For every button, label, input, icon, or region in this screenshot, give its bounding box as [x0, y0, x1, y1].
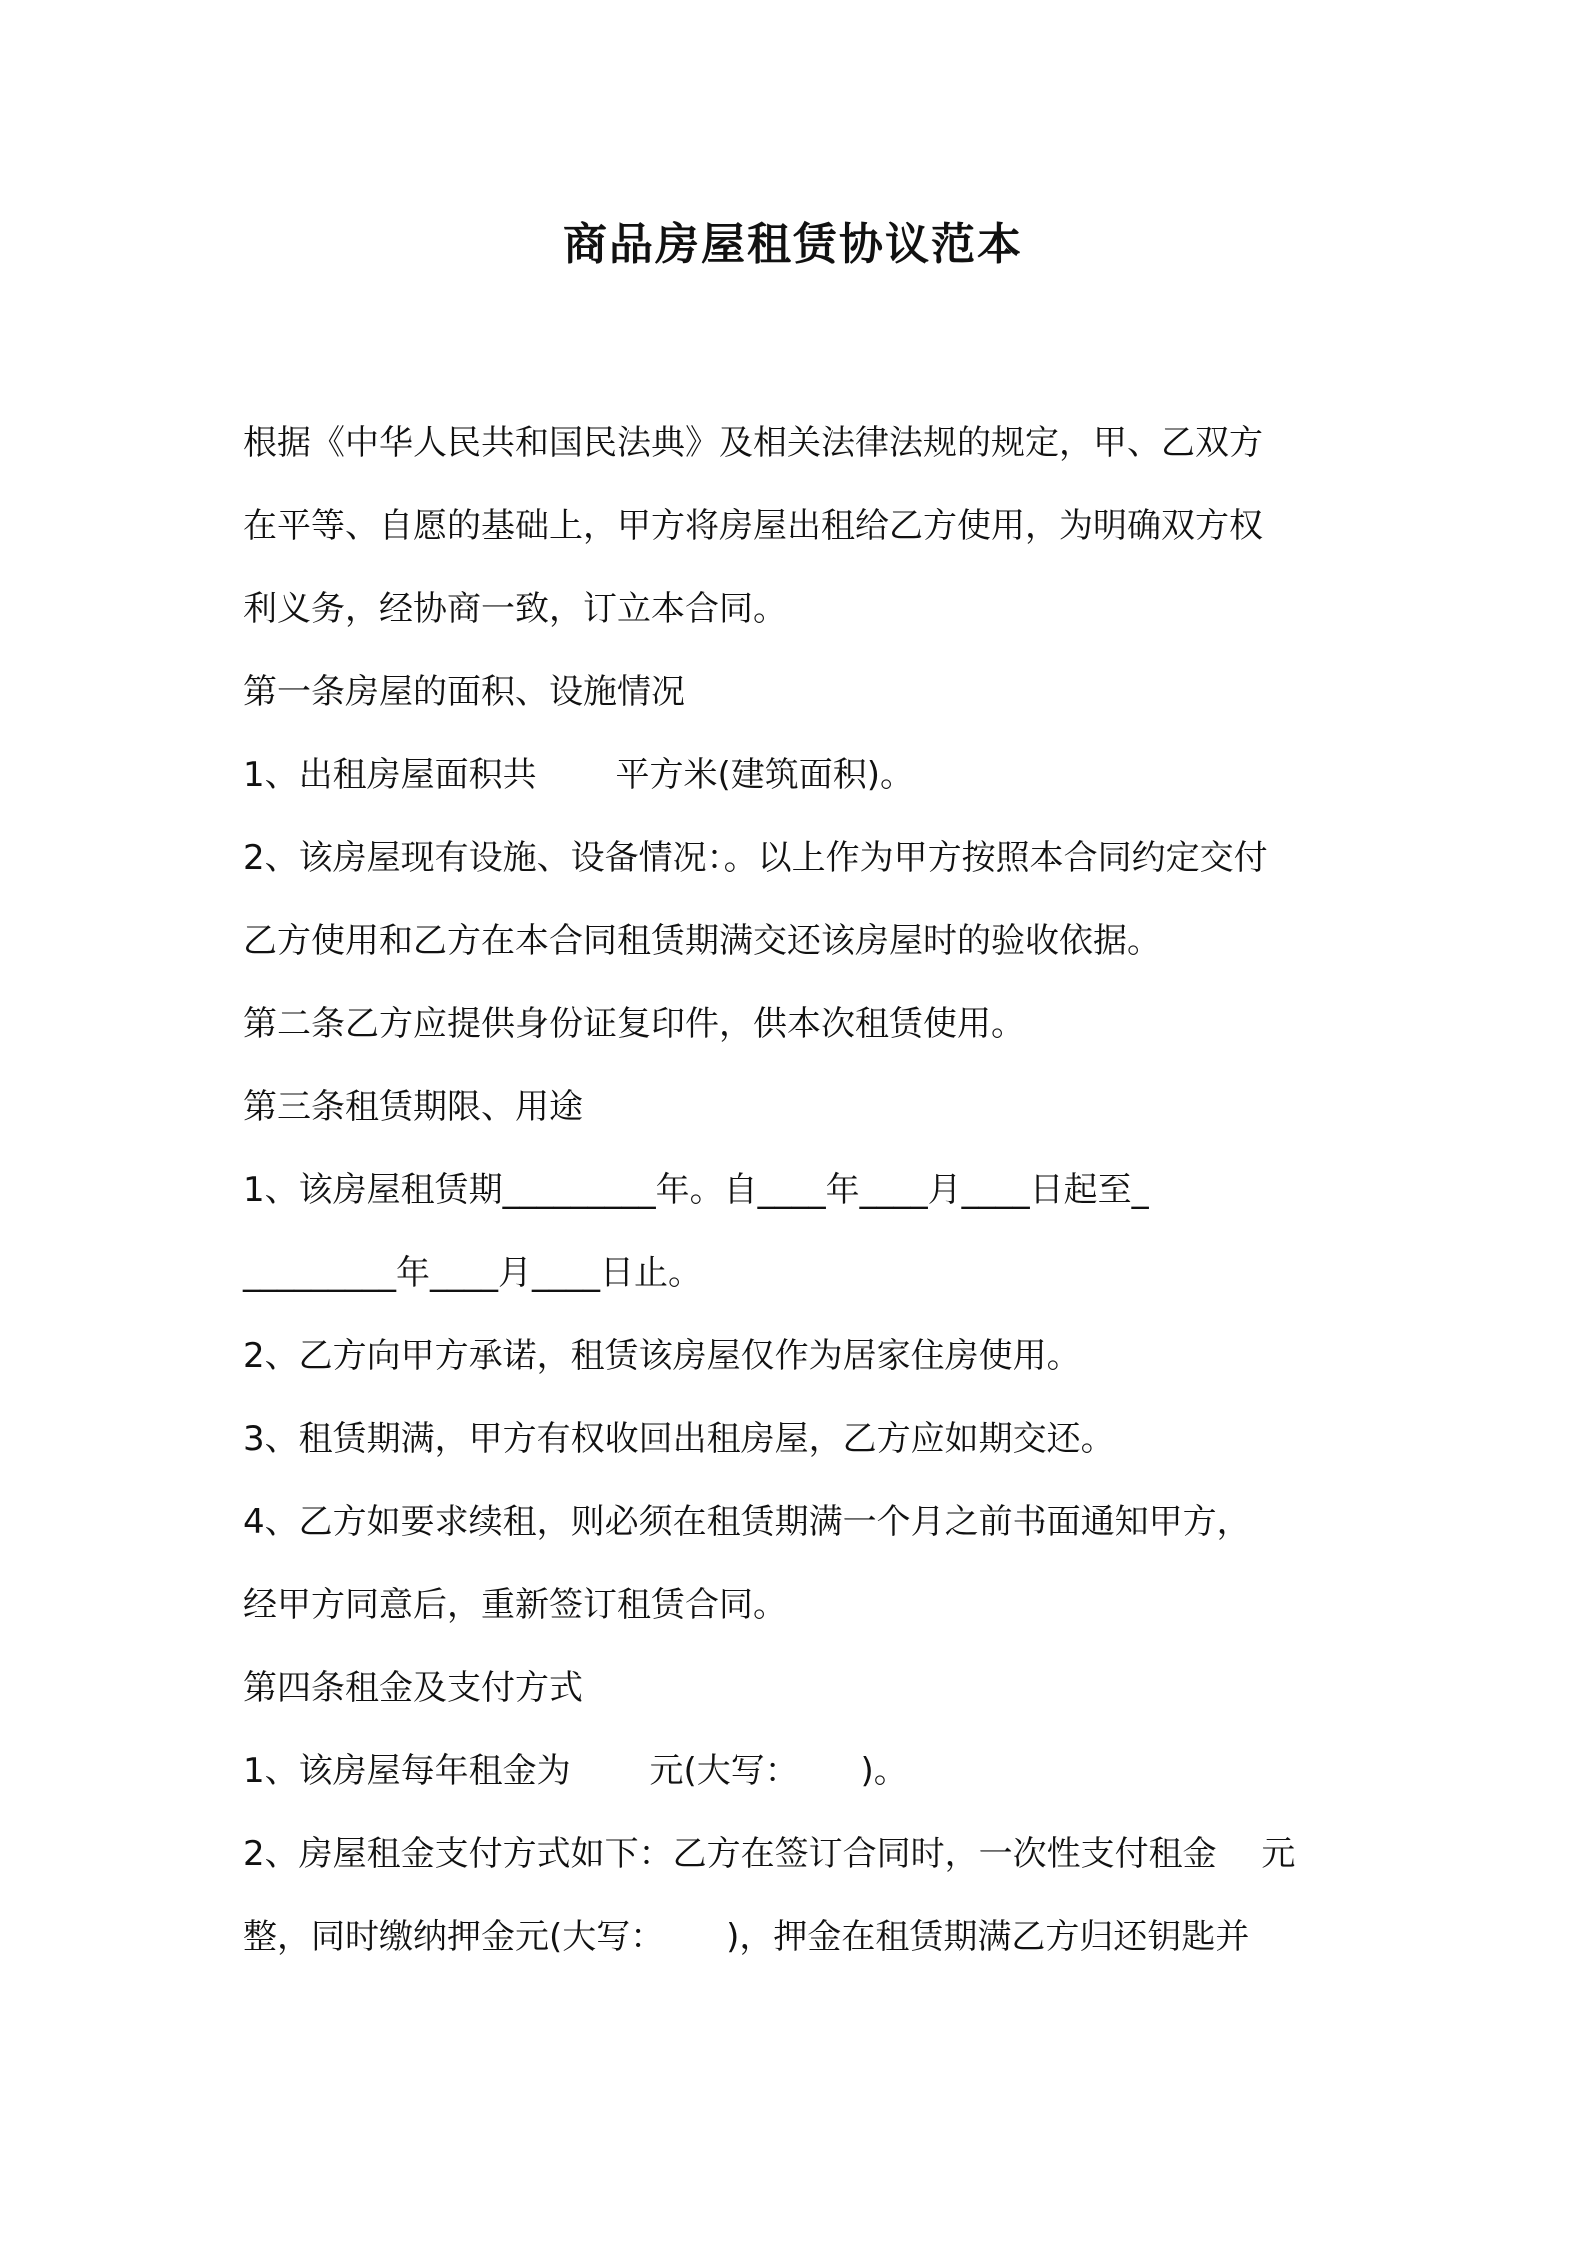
article-heading: 第四条租金及支付方式: [243, 1668, 583, 1708]
clause-line: 乙方使用和乙方在本合同租赁期满交还该房屋时的验收依据。: [243, 921, 1161, 961]
clause-line: 2、该房屋现有设施、设备情况：。以上作为甲方按照本合同约定交付: [243, 838, 1268, 878]
clause-line: 4、乙方如要求续租，则必须在租赁期满一个月之前书面通知甲方，: [243, 1502, 1251, 1542]
body-line: 根据《中华人民共和国民法典》及相关法律法规的规定，甲、乙双方: [243, 423, 1263, 463]
body-line: 在平等、自愿的基础上，甲方将房屋出租给乙方使用，为明确双方权: [243, 506, 1263, 546]
clause-line: 整，同时缴纳押金元(大写： )，押金在租赁期满乙方归还钥匙并: [243, 1917, 1250, 1957]
clause-line: 1、该房屋每年租金为 元(大写： )。: [243, 1751, 908, 1791]
article-heading: 第一条房屋的面积、设施情况: [243, 672, 685, 712]
clause-line: _________年____月____日止。: [243, 1253, 702, 1293]
clause-line: 2、乙方向甲方承诺，租赁该房屋仅作为居家住房使用。: [243, 1336, 1081, 1376]
clause-line: 经甲方同意后，重新签订租赁合同。: [243, 1585, 787, 1625]
clause-line: 3、租赁期满，甲方有权收回出租房屋，乙方应如期交还。: [243, 1419, 1115, 1459]
clause-line: 2、房屋租金支付方式如下：乙方在签订合同时，一次性支付租金 元: [243, 1834, 1296, 1874]
document-title: 商品房屋租赁协议范本: [563, 219, 1023, 270]
body-line: 利义务，经协商一致，订立本合同。: [243, 589, 787, 629]
document-body: [243, 402, 1363, 1979]
article-heading: 第三条租赁期限、用途: [243, 1087, 583, 1127]
clause-line: 1、出租房屋面积共 平方米(建筑面积)。: [243, 755, 914, 795]
clause-line: 1、该房屋租赁期_________年。自____年____月____日起至_: [243, 1170, 1149, 1210]
article-heading: 第二条乙方应提供身份证复印件，供本次租赁使用。: [243, 1004, 1025, 1044]
